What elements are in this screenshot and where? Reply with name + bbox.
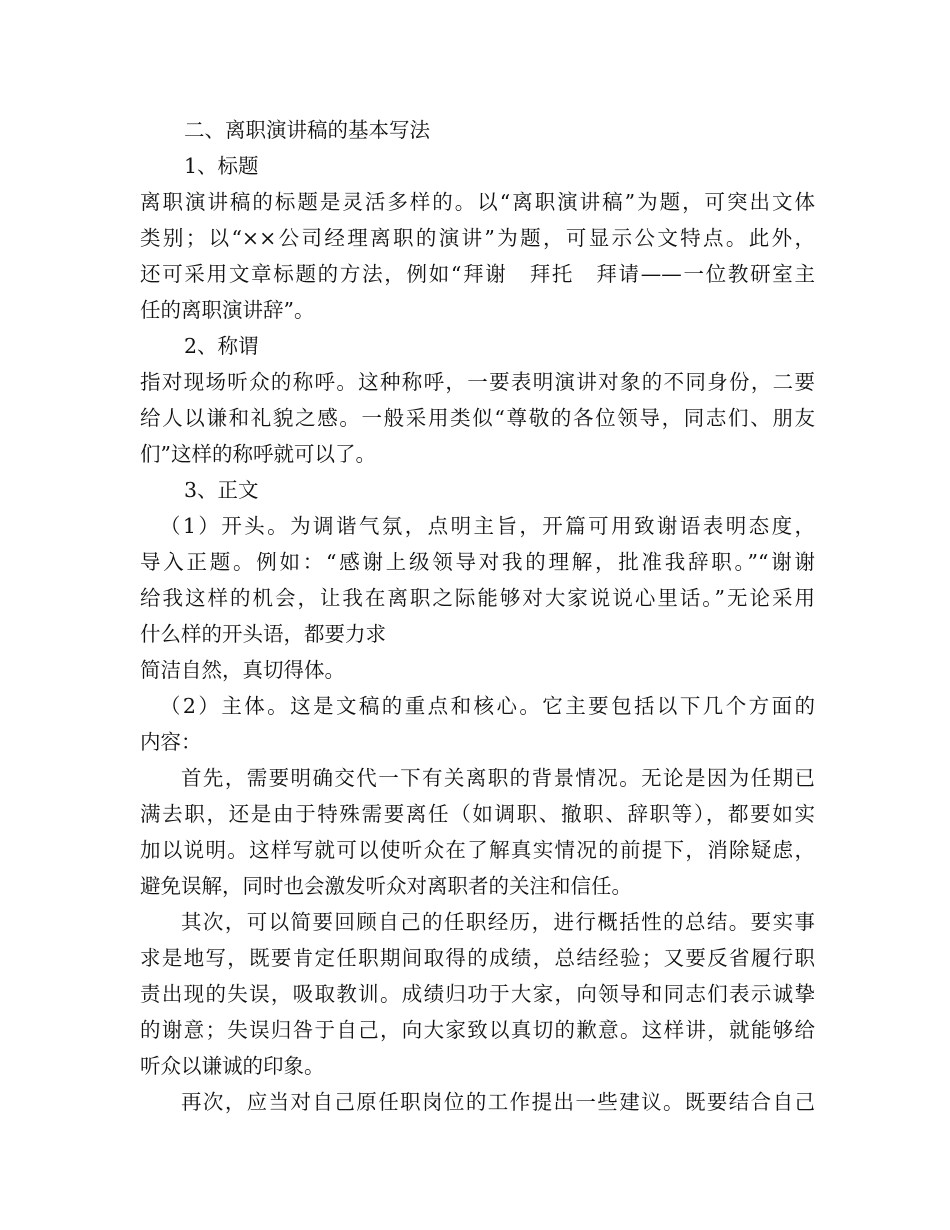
text-line: 的谢意；失误归咎于自己，向大家致以真切的歉意。这样讲，就能够给	[140, 1018, 815, 1042]
text-line: 避免误解，同时也会激发听众对离职者的关注和信任。	[140, 874, 632, 898]
text-line: 简洁自然，真切得体。	[140, 658, 345, 682]
text-line: 其次，可以简要回顾自己的任职经历，进行概括性的总结。要实事	[181, 910, 815, 934]
text-line: 再次，应当对自己原任职岗位的工作提出一些建议。既要结合自己	[181, 1090, 815, 1114]
text-line: 指对现场听众的称呼。这种称呼，一要表明演讲对象的不同身份，二要	[140, 370, 815, 394]
text-line: 导入正题。例如：“感谢上级领导对我的理解，批准我辞职。”“谢谢	[140, 550, 815, 574]
text-line: 听众以谦诚的印象。	[140, 1054, 325, 1078]
text-line: 什么样的开头语，都要力求	[140, 622, 386, 646]
text-line: 给人以谦和礼貌之感。一般采用类似“尊敬的各位领导，同志们、朋友	[140, 406, 815, 430]
text-line: 任的离职演讲辞”。	[140, 298, 315, 322]
text-line: 满去职，还是由于特殊需要离任（如调职、撤职、辞职等），都要如实	[140, 802, 815, 826]
text-line: 内容：	[140, 730, 202, 754]
text-line: 离职演讲稿的标题是灵活多样的。以“离职演讲稿”为题，可突出文体	[140, 190, 815, 214]
text-line: 加以说明。这样写就可以使听众在了解真实情况的前提下，消除疑虑，	[140, 838, 815, 862]
text-line: 还可采用文章标题的方法，例如“拜谢 拜托 拜请——一位教研室主	[140, 262, 815, 286]
text-line: 首先，需要明确交代一下有关离职的背景情况。无论是因为任期已	[181, 766, 815, 790]
subheading-title: 1、标题	[184, 154, 259, 178]
text-line: （2）主体。这是文稿的重点和核心。它主要包括以下几个方面的	[160, 694, 815, 718]
text-line: 类别；以“××公司经理离职的演讲”为题，可显示公文特点。此外，	[140, 226, 815, 250]
text-line: 们”这样的称呼就可以了。	[140, 442, 376, 466]
subheading-body: 3、正文	[184, 478, 259, 502]
text-line: 责出现的失误，吸取教训。成绩归功于大家，向领导和同志们表示诚挚	[140, 982, 815, 1006]
text-line: （1）开头。为调谐气氛，点明主旨，开篇可用致谢语表明态度，	[160, 514, 815, 538]
subheading-salutation: 2、称谓	[184, 334, 259, 358]
section-heading: 二、离职演讲稿的基本写法	[184, 118, 430, 142]
text-line: 给我这样的机会，让我在离职之际能够对大家说说心里话。”无论采用	[140, 586, 815, 610]
text-line: 求是地写，既要肯定任职期间取得的成绩，总结经验；又要反省履行职	[140, 946, 815, 970]
